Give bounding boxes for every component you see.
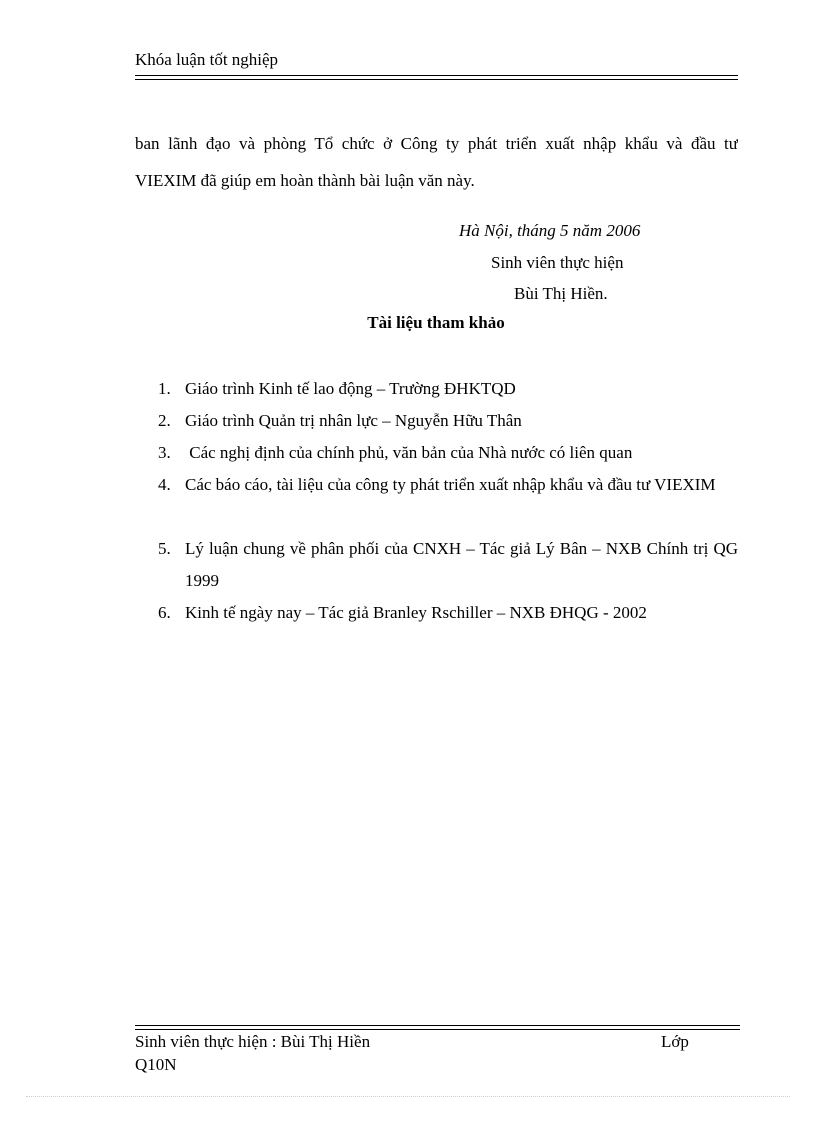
- footer-class-label: Lớp: [661, 1032, 689, 1051]
- reference-item: [158, 405, 738, 437]
- signature-date: Hà Nội, tháng 5 năm 2006: [459, 221, 641, 240]
- reference-item: [158, 437, 738, 469]
- reference-item: [158, 597, 738, 629]
- footer-student: Sinh viên thực hiện : Bùi Thị Hiền: [135, 1032, 371, 1051]
- acknowledgement-paragraph: [135, 125, 738, 199]
- reference-number: 1.: [158, 379, 171, 398]
- paragraph-line: VIEXIM đã giúp em hoàn thành bài luận văn này.: [135, 171, 475, 190]
- reference-item: [158, 533, 738, 597]
- signature-role: Sinh viên thực hiện: [491, 253, 624, 272]
- reference-text: Kinh tế ngày nay – Tác giả Branley Rschiller – NXB ĐHQG - 2002: [185, 603, 647, 622]
- header-divider: [135, 75, 738, 80]
- reference-text: Giáo trình Quản trị nhân lực – Nguyễn Hữu Thân: [185, 411, 522, 430]
- reference-item: [158, 373, 738, 405]
- reference-text: Các báo cáo, tài liệu của công ty phát triển xuất nhập khẩu và đầu tư VIEXIM: [185, 475, 716, 494]
- reference-number: 2.: [158, 411, 171, 430]
- page-bottom-edge: [26, 1096, 790, 1097]
- footer-divider: [135, 1025, 740, 1030]
- reference-number: 6.: [158, 603, 171, 622]
- reference-number: 5.: [158, 539, 171, 558]
- signature-name: Bùi Thị Hiền.: [514, 284, 608, 303]
- reference-item: [158, 469, 738, 501]
- reference-number: 4.: [158, 475, 171, 494]
- reference-text: Lý luận chung về phân phối của CNXH – Tác giả Lý Bân – NXB Chính trị QG 1999: [185, 539, 738, 590]
- reference-number: 3.: [158, 443, 171, 462]
- footer-class-value: Q10N: [135, 1055, 177, 1074]
- paragraph-line: ban lãnh đạo và phòng Tổ chức ở Công ty phát triển xuất nhập khẩu và đầu tư: [135, 134, 738, 153]
- reference-text: Các nghị định của chính phủ, văn bản của Nhà nước có liên quan: [185, 443, 633, 462]
- references-title: Tài liệu tham khảo: [367, 313, 505, 332]
- reference-text: Giáo trình Kinh tế lao động – Trường ĐHKTQD: [185, 379, 516, 398]
- page-header-title: Khóa luận tốt nghiệp: [135, 50, 279, 69]
